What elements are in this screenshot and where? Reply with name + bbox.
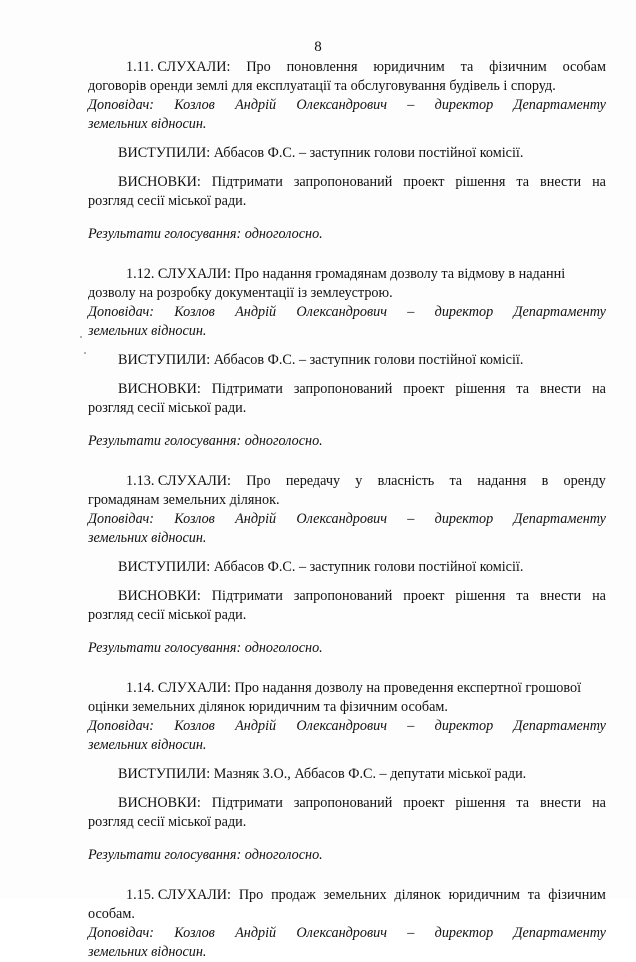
speakers: ВИСТУПИЛИ: Аббасов Ф.С. – заступник голови постійної комісії. xyxy=(118,145,524,161)
heard-continuation: особам. xyxy=(88,906,135,922)
conclusion: ВИСНОВКИ: Підтримати запропонований проект рішення та внести на xyxy=(118,588,606,604)
reporter: Доповідач: Козлов Андрій Олександрович – директор Департаменту земельних відносин. xyxy=(88,511,606,546)
reporter: Доповідач: Козлов Андрій Олександрович – директор Департаменту земельних відносин. xyxy=(88,718,606,753)
vote-result: Результати голосування: одноголосно. xyxy=(88,226,323,242)
conclusion: ВИСНОВКИ: Підтримати запропонований проект рішення та внести на xyxy=(118,381,606,397)
agenda-item-1-12: 1.12. СЛУХАЛИ: Про надання громадянам дозволу та відмову в наданні дозволу на розробку документації із землеустрою. Доповідач: Козлов Андрій Олександрович – директор Департаменту земельних відносин. ВИСТУПИЛИ: Аббасов Ф.С. – заступник голови постійної комісії. ВИСНОВКИ: Підтримати запропонований проект рішення та внести на розгляд сесії міської ради. Результати голосування: одноголосно. xyxy=(88,266,606,449)
heard-line: 1.12. СЛУХАЛИ: Про надання громадянам дозволу та відмову в наданні xyxy=(126,266,566,282)
speakers: ВИСТУПИЛИ: Аббасов Ф.С. – заступник голови постійної комісії. xyxy=(118,352,524,368)
heard-line: 1.14. СЛУХАЛИ: Про надання дозволу на проведення експертної грошової xyxy=(126,680,582,696)
agenda-item-1-14: 1.14. СЛУХАЛИ: Про надання дозволу на проведення експертної грошової оцінки земельних ділянок юридичним та фізичним особам. Доповідач: Козлов Андрій Олександрович – директор Департаменту земельних відносин. ВИСТУПИЛИ: Мазняк З.О., Аббасов Ф.С. – депутати міської ради. ВИСНОВКИ: Підтримати запропонований проект рішення та внести на розгляд сесії міської ради. Результати голосування: одноголосно. xyxy=(88,680,606,863)
agenda-item-1-15 xyxy=(88,886,606,962)
heard-line: 1.15. СЛУХАЛИ: Про продаж земельних ділянок юридичним та фізичним xyxy=(126,887,606,903)
conclusion: ВИСНОВКИ: Підтримати запропонований проект рішення та внести на xyxy=(118,174,606,190)
heard-continuation: оцінки земельних ділянок юридичним та фізичним особам. xyxy=(88,699,448,715)
vote-result: Результати голосування: одноголосно. xyxy=(88,640,323,656)
reporter: Доповідач: Козлов Андрій Олександрович – директор Департаменту земельних відносин. xyxy=(88,304,606,339)
speakers: ВИСТУПИЛИ: Мазняк З.О., Аббасов Ф.С. – депутати міської ради. xyxy=(118,766,527,782)
heard-line: 1.11. СЛУХАЛИ: Про поновлення юридичним та фізичним особам xyxy=(126,59,606,75)
document-body xyxy=(88,58,606,962)
agenda-item-1-13: 1.13. СЛУХАЛИ: Про передачу у власність та надання в оренду громадянам земельних ділянок. Доповідач: Козлов Андрій Олександрович – директор Департаменту земельних відносин. ВИСТУПИЛИ: Аббасов Ф.С. – заступник голови постійної комісії. ВИСНОВКИ: Підтримати запропонований проект рішення та внести на розгляд сесії міської ради. Результати голосування: одноголосно. xyxy=(88,473,606,656)
speakers: ВИСТУПИЛИ: Аббасов Ф.С. – заступник голови постійної комісії. xyxy=(118,559,524,575)
heard-continuation: дозволу на розробку документації із землеустрою. xyxy=(88,285,393,301)
scan-speck xyxy=(80,336,82,338)
reporter: Доповідач: Козлов Андрій Олександрович – директор Департаменту земельних відносин. xyxy=(88,925,606,960)
scan-speck xyxy=(84,352,86,354)
heard-continuation: договорів оренди землі для експлуатації та обслуговування будівель і споруд. xyxy=(88,78,556,94)
vote-result: Результати голосування: одноголосно. xyxy=(88,433,323,449)
reporter: Доповідач: Козлов Андрій Олександрович – директор Департаменту земельних відносин. xyxy=(88,97,606,132)
heard-continuation: громадянам земельних ділянок. xyxy=(88,492,280,508)
conclusion: ВИСНОВКИ: Підтримати запропонований проект рішення та внести на xyxy=(118,795,606,811)
agenda-item-1-11: 1.11. СЛУХАЛИ: Про поновлення юридичним та фізичним особам договорів оренди землі для експлуатації та обслуговування будівель і споруд. Доповідач: Козлов Андрій Олександрович – директор Департаменту земельних відносин. ВИСТУПИЛИ: Аббасов Ф.С. – заступник голови постійної комісії. ВИСНОВКИ: Підтримати запропонований проект рішення та внести на розгляд сесії міської ради. Результати голосування: одноголосно. xyxy=(88,59,606,242)
vote-result: Результати голосування: одноголосно. xyxy=(88,847,323,863)
page-number: 8 xyxy=(314,39,322,55)
heard-line: 1.13. СЛУХАЛИ: Про передачу у власність та надання в оренду xyxy=(126,473,606,489)
